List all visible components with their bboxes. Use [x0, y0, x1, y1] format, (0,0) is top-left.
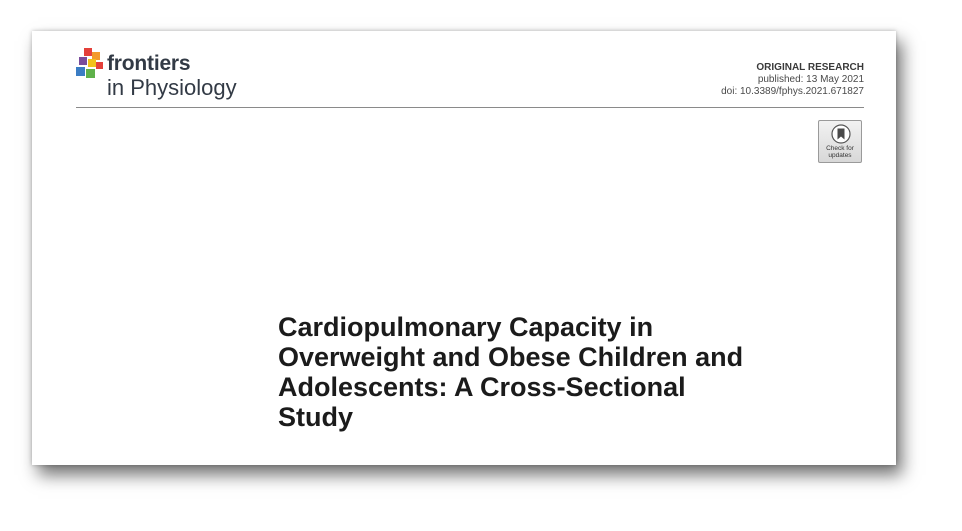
check-for-updates-button[interactable]	[818, 120, 862, 163]
check-for-updates-icon	[831, 124, 851, 144]
journal-logo	[76, 48, 276, 108]
journal-name-line1: frontiers	[107, 52, 191, 75]
article-title-line: Overweight and Obese Children and	[278, 342, 744, 372]
published-date: published: 13 May 2021	[757, 74, 864, 85]
paper-page	[32, 31, 896, 465]
article-meta	[721, 62, 864, 98]
article-title-line: Adolescents: A Cross-Sectional	[278, 372, 686, 402]
check-for-updates-line1: Check for	[826, 145, 854, 152]
article-doi[interactable]: doi: 10.3389/fphys.2021.671827	[721, 86, 864, 97]
header-divider	[76, 107, 864, 108]
article-type: ORIGINAL RESEARCH	[756, 62, 864, 73]
article-title-line: Study	[278, 402, 354, 432]
check-for-updates-line2: updates	[828, 152, 852, 159]
check-for-updates-label	[819, 145, 861, 159]
frontiers-logo-icon	[76, 48, 108, 84]
article-title	[278, 312, 878, 432]
article-title-line: Cardiopulmonary Capacity in	[278, 312, 654, 342]
journal-name-line2: in Physiology	[107, 75, 237, 100]
